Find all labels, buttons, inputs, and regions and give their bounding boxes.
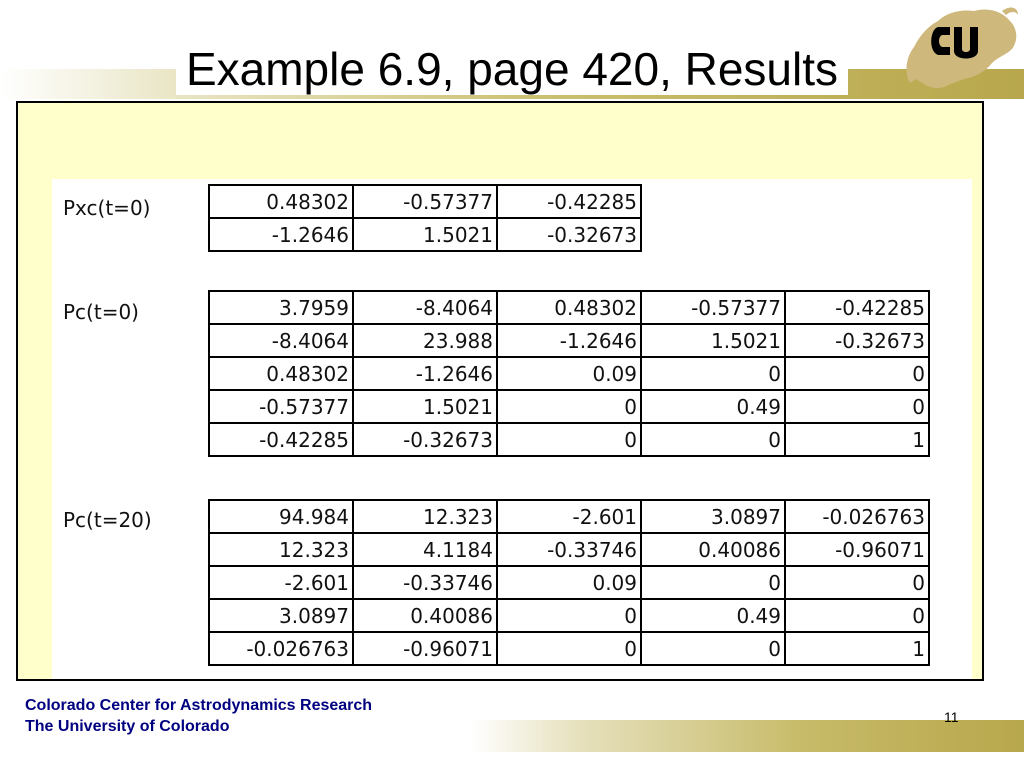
footer-org-line: Colorado Center for Astrodynamics Research <box>25 697 373 714</box>
slide-title <box>0 42 1024 96</box>
matrix-cell: 0 <box>497 599 641 632</box>
matrix-cell: -0.42285 <box>497 185 641 218</box>
matrix-cell: -1.2646 <box>209 218 353 251</box>
page-number: 11 <box>944 709 959 725</box>
matrix-cell: -2.601 <box>209 566 353 599</box>
matrix-cell: 1 <box>785 632 929 665</box>
matrix-table-pxc <box>208 184 642 252</box>
matrix-cell: 0 <box>497 423 641 456</box>
matrix-cell: 1 <box>785 423 929 456</box>
matrix-cell: 0 <box>785 390 929 423</box>
matrix-cell: -1.2646 <box>497 324 641 357</box>
matrix-cell: 0 <box>785 599 929 632</box>
matrix-cell: 94.984 <box>209 500 353 533</box>
matrix-cell: -0.57377 <box>353 185 497 218</box>
table-row <box>209 632 929 665</box>
footer-text <box>25 695 372 737</box>
table-row <box>209 185 641 218</box>
matrix-cell: -8.4064 <box>353 291 497 324</box>
matrix-cell: 0 <box>785 357 929 390</box>
matrix-cell: -0.32673 <box>497 218 641 251</box>
table-row <box>209 566 929 599</box>
matrix-cell: -0.96071 <box>353 632 497 665</box>
matrix-cell: -0.33746 <box>497 533 641 566</box>
table-row <box>209 218 641 251</box>
matrix-cell: 3.0897 <box>209 599 353 632</box>
matrix-cell: 0 <box>785 566 929 599</box>
matrix-cell: 0.48302 <box>497 291 641 324</box>
matrix-cell: -0.32673 <box>353 423 497 456</box>
matrix-cell: 12.323 <box>353 500 497 533</box>
matrix-cell: 0 <box>641 566 785 599</box>
matrix-cell: 0 <box>497 632 641 665</box>
matrix-cell: 0.48302 <box>209 185 353 218</box>
matrix-cell: -8.4064 <box>209 324 353 357</box>
table-row <box>209 390 929 423</box>
table-row <box>209 423 929 456</box>
matrix-cell: 0 <box>641 423 785 456</box>
matrix-cell: 1.5021 <box>641 324 785 357</box>
matrix-cell: 3.0897 <box>641 500 785 533</box>
table-row <box>209 599 929 632</box>
table-row <box>209 324 929 357</box>
table-row <box>209 357 929 390</box>
matrix-cell: 0.48302 <box>209 357 353 390</box>
table-row <box>209 291 929 324</box>
matrix-cell: 0 <box>641 632 785 665</box>
matrix-cell: -0.42285 <box>209 423 353 456</box>
matrix-cell: 0.09 <box>497 357 641 390</box>
matrix-cell: 0.40086 <box>641 533 785 566</box>
matrix-cell: -0.42285 <box>785 291 929 324</box>
matrix-cell: -0.026763 <box>209 632 353 665</box>
matrix-table-pc20 <box>208 499 930 666</box>
table-row <box>209 500 929 533</box>
matrix-cell: 0.09 <box>497 566 641 599</box>
matrix-cell: -0.57377 <box>641 291 785 324</box>
table-row <box>209 533 929 566</box>
matrix-cell: 0.40086 <box>353 599 497 632</box>
matrix-cell: 23.988 <box>353 324 497 357</box>
matrix-cell: -0.33746 <box>353 566 497 599</box>
matrix-cell: 12.323 <box>209 533 353 566</box>
cu-buffalo-logo-icon <box>902 3 1020 91</box>
matrix-label-pxc: Pxc(t=0) <box>63 196 151 220</box>
matrix-cell: -2.601 <box>497 500 641 533</box>
matrix-cell: -0.57377 <box>209 390 353 423</box>
matrix-cell: 0 <box>641 357 785 390</box>
footer-university-line: The University of Colorado <box>25 718 230 735</box>
matrix-cell: 1.5021 <box>353 390 497 423</box>
slide-title-text: Example 6.9, page 420, Results <box>176 43 848 95</box>
matrix-cell: 0.49 <box>641 390 785 423</box>
matrix-table-pc0 <box>208 290 930 457</box>
matrix-label-pc0: Pc(t=0) <box>63 300 139 324</box>
matrix-cell: 4.1184 <box>353 533 497 566</box>
matrix-cell: -1.2646 <box>353 357 497 390</box>
matrix-cell: 0 <box>497 390 641 423</box>
matrix-cell: -0.026763 <box>785 500 929 533</box>
matrix-label-pc20: Pc(t=20) <box>63 508 152 532</box>
footer-accent-bar <box>470 720 1024 752</box>
matrix-cell: -0.32673 <box>785 324 929 357</box>
matrix-cell: 1.5021 <box>353 218 497 251</box>
matrix-cell: 0.49 <box>641 599 785 632</box>
matrix-cell: -0.96071 <box>785 533 929 566</box>
matrix-cell: 3.7959 <box>209 291 353 324</box>
